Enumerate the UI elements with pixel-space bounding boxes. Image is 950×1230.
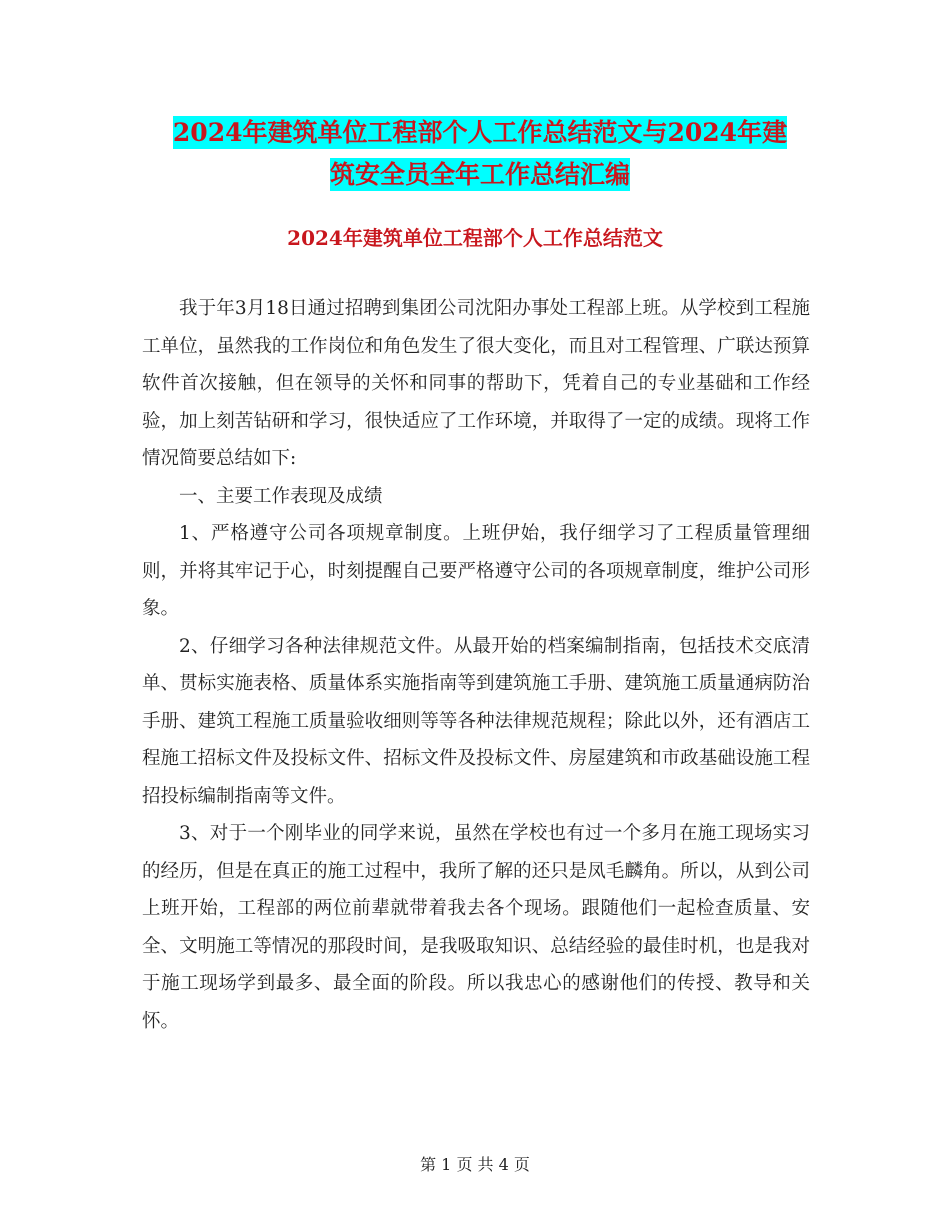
title-line-2: 筑安全员全年工作总结汇编 (329, 160, 630, 189)
paragraph: 我于年3月18日通过招聘到集团公司沈阳办事处工程部上班。从学校到工程施工单位，虽然我的工作岗位和角色发生了很大变化，而且对工程管理、广联达预算软件首次接触，但在领导的关怀和同事的帮助下，凭着自己的专业基础和工作经验，加上刻苦钻研和学习，很快适应了工作环境，并取得了一定的成绩。现将工作情况简要总结如下: (142, 298, 810, 469)
paragraph: 2、仔细学习各种法律规范文件。从最开始的档案编制指南，包括技术交底清单、贯标实施表格、质量体系实施指南等到建筑施工手册、建筑施工质量通病防治手册、建筑工程施工质量验收细则等等各种法律规范规程；除此以外，还有酒店工程施工招标文件及投标文件、招标文件及投标文件、房屋建筑和市政基础设施工程招投标编制指南等文件。 (142, 635, 810, 807)
title-line-1: 2024年建筑单位工程部个人工作总结范文与2024年建 (172, 118, 788, 147)
paragraph: 3、对于一个刚毕业的同学来说，虽然在学校也有过一个多月在施工现场实习的经历，但是在真正的施工过程中，我所了解的还只是凤毛麟角。所以，从到公司上班开始，工程部的两位前辈就带着我去各个现场。跟随他们一起检查质量、安全、文明施工等情况的那段时间，是我吸取知识、总结经验的最佳时机，也是我对于施工现场学到最多、最全面的阶段。所以我忠心的感谢他们的传授、教导和关怀。 (142, 823, 810, 1032)
document-title (140, 112, 820, 196)
page-footer: 第 1 页 共 4 页 (420, 1155, 530, 1174)
paragraph: 一、主要工作表现及成绩 (179, 485, 383, 507)
section-title: 2024年建筑单位工程部个人工作总结范文 (287, 226, 663, 250)
paragraph: 1、严格遵守公司各项规章制度。上班伊始，我仔细学习了工程质量管理细则，并将其牢记于心，时刻提醒自己要严格遵守公司的各项规章制度，维护公司形象。 (142, 523, 810, 619)
document-body (142, 290, 810, 1040)
